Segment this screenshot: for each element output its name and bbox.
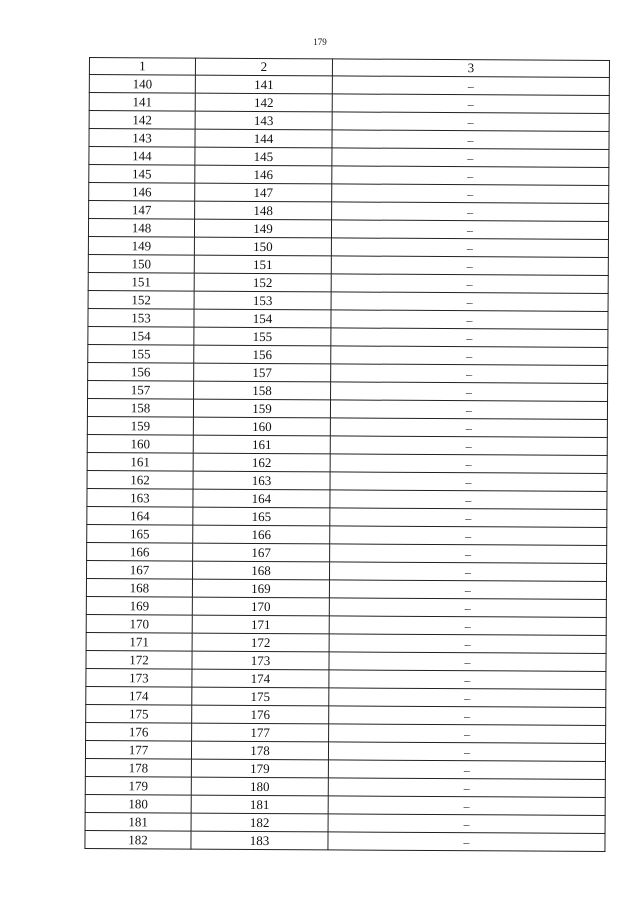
table-cell-col-1: 150 bbox=[88, 254, 194, 273]
table-cell-col-2: 146 bbox=[195, 165, 332, 184]
table-cell-col-2: 149 bbox=[194, 219, 331, 238]
table-cell-col-1: 143 bbox=[89, 129, 195, 148]
table-cell-col-2: 157 bbox=[194, 363, 331, 382]
table-cell-col-3: – bbox=[330, 508, 607, 528]
table-cell-col-3: – bbox=[332, 166, 609, 186]
table-cell-col-3: – bbox=[328, 760, 605, 780]
table-cell-col-1: 174 bbox=[86, 686, 192, 705]
table-cell-col-2: 173 bbox=[192, 651, 329, 670]
table-cell-col-3: – bbox=[331, 274, 608, 294]
table-cell-col-2: 161 bbox=[193, 435, 330, 454]
table-cell-col-3: – bbox=[331, 328, 608, 348]
table-row bbox=[85, 830, 605, 851]
table-cell-col-3: – bbox=[329, 598, 606, 618]
table-cell-col-1: 157 bbox=[88, 380, 194, 399]
table-cell-col-3: – bbox=[328, 742, 605, 762]
table-cell-col-2: 156 bbox=[194, 345, 331, 364]
table-cell-col-2: 163 bbox=[193, 471, 330, 490]
table-cell-col-3: – bbox=[332, 76, 609, 96]
table-cell-col-2: 178 bbox=[191, 741, 328, 760]
table-cell-col-3: – bbox=[329, 634, 606, 654]
table-cell-col-2: 177 bbox=[192, 723, 329, 742]
table-cell-col-2: 172 bbox=[192, 633, 329, 652]
table-cell-col-1: 179 bbox=[85, 776, 191, 795]
table-cell-col-3: – bbox=[329, 652, 606, 672]
table-cell-col-2: 170 bbox=[192, 597, 329, 616]
table-cell-col-2: 148 bbox=[195, 201, 332, 220]
table-cell-col-3: – bbox=[331, 310, 608, 330]
table-cell-col-1: 154 bbox=[88, 326, 194, 345]
table-cell-col-2: 158 bbox=[194, 381, 331, 400]
table-cell-col-3: – bbox=[331, 292, 608, 312]
table-cell-col-1: 145 bbox=[89, 165, 195, 184]
table-cell-col-2: 181 bbox=[191, 795, 328, 814]
table-cell-col-1: 164 bbox=[87, 506, 193, 525]
table-cell-col-1: 171 bbox=[86, 632, 192, 651]
table-cell-col-3: – bbox=[330, 526, 607, 546]
table-cell-col-1: 151 bbox=[88, 272, 194, 291]
table-cell-col-2: 141 bbox=[195, 75, 332, 94]
table-cell-col-2: 165 bbox=[193, 507, 330, 526]
table-body bbox=[85, 75, 609, 852]
table-cell-col-2: 150 bbox=[194, 237, 331, 256]
table-cell-col-2: 145 bbox=[195, 147, 332, 166]
table-cell-col-3: – bbox=[331, 364, 608, 384]
table-cell-col-1: 148 bbox=[88, 219, 194, 238]
table-cell-col-3: – bbox=[329, 706, 606, 726]
table-cell-col-3: – bbox=[329, 562, 606, 582]
table-cell-col-3: – bbox=[330, 544, 607, 564]
table-cell-col-3: – bbox=[330, 490, 607, 510]
table-cell-col-3: – bbox=[332, 130, 609, 150]
table-cell-col-1: 149 bbox=[88, 236, 194, 255]
table-cell-col-2: 143 bbox=[195, 111, 332, 130]
table-cell-col-1: 177 bbox=[85, 740, 191, 759]
table-cell-col-3: – bbox=[331, 256, 608, 276]
table-cell-col-1: 166 bbox=[87, 542, 193, 561]
table-cell-col-2: 164 bbox=[193, 489, 330, 508]
table-cell-col-1: 156 bbox=[88, 362, 194, 381]
table-cell-col-1: 163 bbox=[87, 488, 193, 507]
table-cell-col-2: 175 bbox=[192, 687, 329, 706]
table-cell-col-1: 142 bbox=[89, 111, 195, 130]
table-cell-col-3: – bbox=[329, 724, 606, 744]
table-cell-col-1: 141 bbox=[89, 93, 195, 112]
table-cell-col-3: – bbox=[330, 472, 607, 492]
table-cell-col-1: 181 bbox=[85, 812, 191, 831]
table-cell-col-1: 170 bbox=[86, 614, 192, 633]
table-cell-col-2: 160 bbox=[193, 417, 330, 436]
table-cell-col-2: 166 bbox=[193, 525, 330, 544]
table-cell-col-3: – bbox=[329, 688, 606, 708]
table-cell-col-3: – bbox=[328, 796, 605, 816]
table-cell-col-3: – bbox=[332, 148, 609, 168]
table-cell-col-1: 165 bbox=[87, 524, 193, 543]
table-cell-col-3: – bbox=[332, 202, 609, 222]
column-header-2: 2 bbox=[195, 58, 332, 76]
column-header-3: 3 bbox=[332, 59, 609, 78]
data-table bbox=[84, 57, 610, 852]
table-cell-col-3: – bbox=[330, 400, 607, 420]
table-cell-col-2: 159 bbox=[193, 399, 330, 418]
table-cell-col-2: 174 bbox=[192, 669, 329, 688]
table-cell-col-3: – bbox=[331, 346, 608, 366]
table-cell-col-2: 168 bbox=[192, 561, 329, 580]
table-cell-col-2: 176 bbox=[192, 705, 329, 724]
table-cell-col-2: 142 bbox=[195, 93, 332, 112]
table-cell-col-2: 151 bbox=[194, 255, 331, 274]
table-cell-col-1: 155 bbox=[88, 344, 194, 363]
table-cell-col-2: 144 bbox=[195, 129, 332, 148]
table-cell-col-3: – bbox=[330, 418, 607, 438]
table-cell-col-3: – bbox=[332, 94, 609, 114]
table-cell-col-1: 159 bbox=[87, 416, 193, 435]
table-cell-col-2: 169 bbox=[192, 579, 329, 598]
table-cell-col-1: 152 bbox=[88, 290, 194, 309]
table-cell-col-2: 155 bbox=[194, 327, 331, 346]
table-cell-col-1: 144 bbox=[89, 147, 195, 166]
table-cell-col-3: – bbox=[330, 454, 607, 474]
table-cell-col-1: 176 bbox=[86, 722, 192, 741]
table-cell-col-3: – bbox=[332, 112, 609, 132]
table-cell-col-2: 180 bbox=[191, 777, 328, 796]
table-cell-col-2: 152 bbox=[194, 273, 331, 292]
table-cell-col-1: 160 bbox=[87, 434, 193, 453]
table-cell-col-1: 173 bbox=[86, 668, 192, 687]
table-cell-col-3: – bbox=[329, 616, 606, 636]
table-cell-col-3: – bbox=[330, 436, 607, 456]
table-cell-col-3: – bbox=[331, 382, 608, 402]
table-cell-col-3: – bbox=[329, 580, 606, 600]
table-cell-col-1: 146 bbox=[89, 183, 195, 202]
table-cell-col-1: 168 bbox=[86, 578, 192, 597]
table-cell-col-1: 140 bbox=[89, 75, 195, 94]
table-cell-col-1: 161 bbox=[87, 452, 193, 471]
table-cell-col-1: 158 bbox=[87, 398, 193, 417]
table-cell-col-1: 147 bbox=[89, 201, 195, 220]
table-cell-col-2: 182 bbox=[191, 813, 328, 832]
table-cell-col-1: 162 bbox=[87, 470, 193, 489]
table-cell-col-1: 175 bbox=[86, 704, 192, 723]
table-cell-col-1: 167 bbox=[86, 560, 192, 579]
table-cell-col-1: 180 bbox=[85, 794, 191, 813]
table-cell-col-1: 172 bbox=[86, 650, 192, 669]
table-cell-col-3: – bbox=[332, 184, 609, 204]
table-cell-col-1: 169 bbox=[86, 596, 192, 615]
table-cell-col-2: 154 bbox=[194, 309, 331, 328]
table-cell-col-2: 179 bbox=[191, 759, 328, 778]
table-cell-col-1: 182 bbox=[85, 830, 191, 849]
table-cell-col-2: 171 bbox=[192, 615, 329, 634]
table-cell-col-3: – bbox=[331, 220, 608, 240]
table-cell-col-3: – bbox=[329, 670, 606, 690]
column-header-1: 1 bbox=[89, 58, 195, 76]
table-cell-col-3: – bbox=[328, 832, 605, 852]
table-cell-col-3: – bbox=[331, 238, 608, 258]
table-cell-col-3: – bbox=[328, 778, 605, 798]
table-cell-col-2: 167 bbox=[193, 543, 330, 562]
table-cell-col-1: 178 bbox=[85, 758, 191, 777]
table-cell-col-2: 147 bbox=[195, 183, 332, 202]
table-cell-col-2: 162 bbox=[193, 453, 330, 472]
table-cell-col-2: 183 bbox=[191, 831, 328, 850]
table-cell-col-2: 153 bbox=[194, 291, 331, 310]
table-cell-col-1: 153 bbox=[88, 308, 194, 327]
page-number: 179 bbox=[313, 37, 327, 47]
table-cell-col-3: – bbox=[328, 814, 605, 834]
